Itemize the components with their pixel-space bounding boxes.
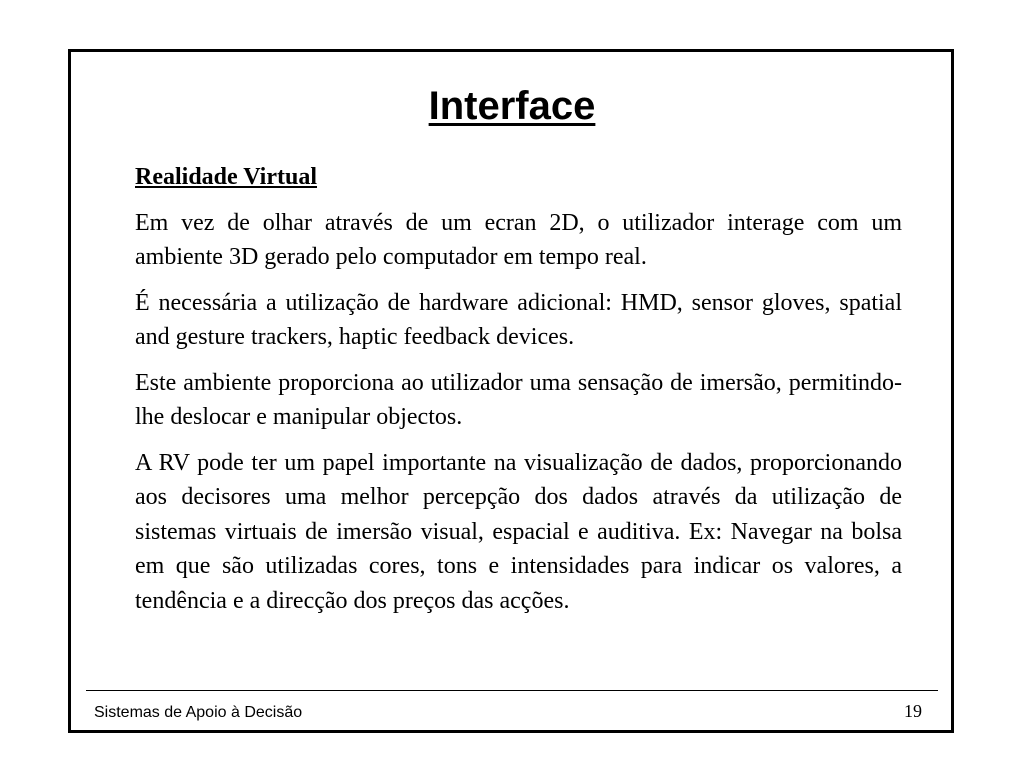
section-heading: Realidade Virtual: [135, 164, 318, 190]
paragraph: Este ambiente proporciona ao utilizador uma sensação de imersão, permitindo-lhe deslocar e manipular objectos.: [135, 369, 902, 430]
footer-course-name: Sistemas de Apoio à Decisão: [94, 704, 303, 721]
slide-content: [135, 160, 902, 629]
paragraph: É necessária a utilização de hardware adicional: HMD, sensor gloves, spatial and gesture trackers, haptic feedback devices.: [135, 289, 902, 350]
slide-title-text: Interface: [428, 84, 596, 128]
footer-divider: [86, 690, 938, 691]
paragraph: A RV pode ter um papel importante na visualização de dados, proporcionando aos decisores uma melhor percepção dos dados através da utilização de sistemas virtuais de imersão visual, espacial e auditiva. Ex: Navegar na bolsa em que são utilizadas cores, tons e intensidades para indicar os valores, a tendência e a direcção dos preços das acções.: [135, 449, 902, 614]
paragraph: Em vez de olhar através de um ecran 2D, o utilizador interage com um ambiente 3D gerado pelo computador em tempo real.: [135, 209, 902, 270]
slide-title: [0, 82, 1024, 130]
footer-page-number: 19: [904, 701, 922, 721]
